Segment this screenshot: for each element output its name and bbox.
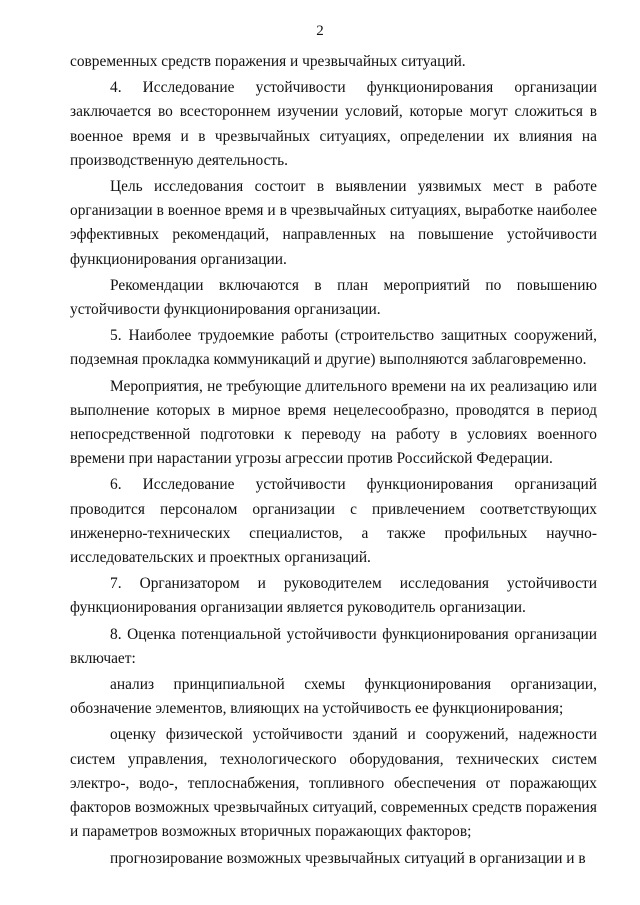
paragraph-goal: Цель исследования состоит в выявлении уязвимых мест в работе организации в военное время и в чрезвычайных ситуациях, выработке наиболее эффективных рекомендаций, направленных на повышение устойчивости функционирования организации.	[70, 178, 597, 268]
list-item-assessment: оценку физической устойчивости зданий и сооружений, надежности систем управления, технологического оборудования, технических систем электро-, водо-, теплоснабжения, топливного обеспечения от поражающих факторов возможных чрезвычайных ситуаций, современных средств поражения и параметров возможных вторичных поражающих факторов;	[70, 726, 597, 841]
page-number: 2	[316, 23, 324, 39]
paragraph-item-4: 4. Исследование устойчивости функционирования организации заключается во всестороннем изучении условий, которые могут сложиться в военное время и в чрезвычайных ситуациях, определении их влияния на производственную деятельность.	[70, 79, 597, 169]
paragraph-continuation: современных средств поражения и чрезвычайных ситуаций.	[70, 53, 466, 70]
list-item-forecasting: прогнозирование возможных чрезвычайных ситуаций в организации и в	[110, 849, 586, 867]
paragraph-recommendations: Рекомендации включаются в план мероприятий по повышению устойчивости функционирования организации.	[70, 276, 597, 319]
paragraph-measures: Мероприятия, не требующие длительного времени на их реализацию или выполнение которых в мирное время нецелесообразно, проводятся в период непосредственной подготовки к переводу на работу в условиях военного времени при нарастании угрозы агрессии против Российской Федерации.	[70, 377, 597, 468]
document-body	[70, 50, 597, 871]
paragraph-item-6: 6. Исследование устойчивости функционирования организаций проводится персоналом организации с привлечением соответствующих инженерно-технических специалистов, а также профильных научно-исследовательских и проектных организаций.	[70, 476, 597, 567]
paragraph-item-5: 5. Наиболее трудоемкие работы (строительство защитных сооружений, подземная прокладка коммуникаций и другие) выполняются заблаговременно.	[70, 327, 597, 369]
list-item-analysis: анализ принципиальной схемы функционирования организации, обозначение элементов, влияющих на устойчивость ее функционирования;	[70, 676, 597, 718]
paragraph-item-7: 7. Организатором и руководителем исследования устойчивости функционирования организации является руководитель организации.	[70, 575, 597, 617]
paragraph-item-8: 8. Оценка потенциальной устойчивости функционирования организации включает:	[70, 625, 597, 667]
